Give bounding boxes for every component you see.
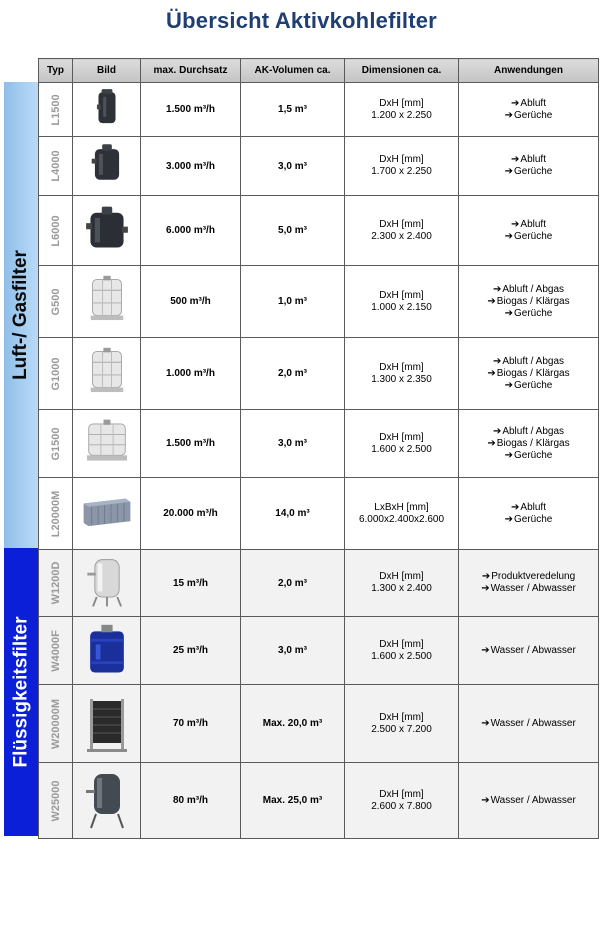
dimensionen-cell [345,763,459,839]
typ-label: L6000 [49,214,62,247]
application-text: Gerüche [514,166,553,177]
arrow-right-icon: ➔ [487,367,496,379]
application-item [459,166,598,178]
application-text: Abluft [520,218,546,230]
arrow-right-icon: ➔ [511,154,520,165]
dimension-value: 1.300 x 2.400 [371,583,432,594]
application-item [459,110,598,122]
dimensionen-cell [345,266,459,338]
dimension-value: 1.000 x 2.150 [371,301,432,313]
product-image-cell [73,478,141,550]
anwendungen-cell [459,763,599,839]
typ-label: L4000 [49,150,62,182]
dimension-value: 2.600 x 7.800 [371,800,432,812]
application-item [459,571,598,583]
dimension-value: 1.300 x 2.350 [371,373,432,385]
arrow-right-icon: ➔ [492,283,502,295]
arrow-right-icon: ➔ [492,425,502,437]
product-image-cell [73,763,141,839]
application-item [459,718,598,730]
anwendungen-cell [459,685,599,763]
ak-volumen-cell: 2,0 m³ [241,338,345,410]
application-text: Gerüche [514,379,553,391]
application-item [459,296,598,308]
application-item [459,795,598,807]
dimension-value: 1.600 x 2.500 [371,650,432,662]
dimension-value: 1.700 x 2.250 [371,166,432,177]
application-text: Wasser / Abwasser [490,644,576,656]
typ-label: W20000M [49,698,62,749]
liquid-filter-band [4,548,38,836]
application-item [459,502,598,514]
max-durchsatz-cell: 70 m³/h [141,685,241,763]
table-row [39,83,599,137]
arrow-right-icon: ➔ [481,794,490,806]
max-durchsatz-cell: 15 m³/h [141,550,241,617]
application-text: Gerüche [514,513,553,525]
arrow-right-icon: ➔ [504,230,514,242]
product-image-cell [73,410,141,478]
ak-volumen-cell: 2,0 m³ [241,550,345,617]
typ-cell [39,478,73,550]
application-item [459,450,598,462]
dimension-label: DxH [mm] [379,571,424,582]
arrow-right-icon: ➔ [481,583,490,594]
max-durchsatz-cell: 25 m³/h [141,617,241,685]
application-item [459,438,598,450]
application-text: Wasser / Abwasser [490,717,576,729]
ak-volumen-cell: Max. 25,0 m³ [241,763,345,839]
header-bild: Bild [73,59,141,83]
application-item [459,380,598,392]
gas-filter-label: Luft-/ Gasfilter [10,250,31,380]
typ-cell [39,763,73,839]
application-text: Biogas / Klärgas [496,295,570,307]
application-text: Wasser / Abwasser [490,794,576,806]
application-text: Gerüche [514,307,553,319]
application-text: Abluft [520,97,546,109]
dimensionen-cell [345,550,459,617]
dimension-value: 6.000x2.400x2.600 [358,513,445,525]
product-image-cell [73,196,141,266]
anwendungen-cell [459,196,599,266]
typ-cell [39,338,73,410]
anwendungen-cell [459,338,599,410]
table-row [39,338,599,410]
dimension-value: 1.600 x 2.500 [371,443,432,455]
application-item [459,284,598,296]
typ-label: G500 [49,288,62,315]
product-image-cell [73,83,141,137]
arrow-right-icon: ➔ [487,295,496,307]
liquid-filter-label: Flüssigkeitsfilter [10,616,31,768]
arrow-right-icon: ➔ [481,571,491,582]
header-anwendungen: Anwendungen [459,59,599,83]
header-max-durchsatz: max. Durchsatz [141,59,241,83]
application-item [459,98,598,110]
table-row [39,410,599,478]
product-image [74,554,140,612]
table-row [39,196,599,266]
dimension-label: DxH [mm] [379,218,424,230]
dimensionen-cell [345,478,459,550]
application-item [459,308,598,320]
application-item [459,514,598,526]
arrow-right-icon: ➔ [481,717,490,729]
typ-cell [39,617,73,685]
max-durchsatz-cell: 3.000 m³/h [141,137,241,196]
table-row [39,266,599,338]
typ-cell [39,266,73,338]
arrow-right-icon: ➔ [504,513,514,525]
arrow-right-icon: ➔ [504,109,514,121]
application-text: Produktveredelung [491,571,576,582]
application-text: Gerüche [514,230,553,242]
arrow-right-icon: ➔ [511,97,520,109]
max-durchsatz-cell: 20.000 m³/h [141,478,241,550]
dimension-value: 2.300 x 2.400 [371,230,432,242]
table-row [39,478,599,550]
gas-filter-band [4,82,38,548]
typ-label: W4000F [49,629,62,672]
product-image [74,489,140,539]
typ-cell [39,410,73,478]
application-item [459,645,598,657]
max-durchsatz-cell: 500 m³/h [141,266,241,338]
application-text: Abluft / Abgas [502,283,565,295]
table-row [39,550,599,617]
filter-overview-table [38,58,599,839]
max-durchsatz-cell: 6.000 m³/h [141,196,241,266]
dimension-label: DxH [mm] [379,289,424,301]
dimensionen-cell [345,685,459,763]
anwendungen-cell [459,410,599,478]
table-row [39,685,599,763]
table-row [39,137,599,196]
anwendungen-cell [459,550,599,617]
dimension-label: DxH [mm] [379,361,424,373]
arrow-right-icon: ➔ [504,307,514,319]
anwendungen-cell [459,266,599,338]
ak-volumen-cell: 14,0 m³ [241,478,345,550]
product-image [74,693,140,755]
product-image [74,141,140,191]
product-image-cell [73,550,141,617]
application-text: Abluft / Abgas [502,355,565,367]
dimension-label: DxH [mm] [379,431,424,443]
ak-volumen-cell: 3,0 m³ [241,410,345,478]
dimension-label: DxH [mm] [379,638,424,650]
application-item [459,426,598,438]
page-title: Übersicht Aktivkohlefilter [166,8,437,33]
product-image [74,274,140,330]
application-text: Abluft [520,154,546,165]
arrow-right-icon: ➔ [504,379,514,391]
dimensionen-cell [345,196,459,266]
application-item [459,368,598,380]
typ-cell [39,550,73,617]
ak-volumen-cell: Max. 20,0 m³ [241,685,345,763]
dimensionen-cell [345,338,459,410]
header-ak-volumen: AK-Volumen ca. [241,59,345,83]
application-item [459,356,598,368]
arrow-right-icon: ➔ [511,501,520,513]
application-text: Biogas / Klärgas [496,367,570,379]
ak-volumen-cell: 1,5 m³ [241,83,345,137]
application-item [459,231,598,243]
product-image [74,417,140,471]
dimensionen-cell [345,137,459,196]
application-item [459,154,598,166]
product-image [74,204,140,258]
arrow-right-icon: ➔ [511,218,520,230]
product-image-cell [73,137,141,196]
arrow-right-icon: ➔ [487,437,496,449]
anwendungen-cell [459,83,599,137]
product-image-cell [73,266,141,338]
typ-label: W25000 [49,780,62,821]
dimension-value: 2.500 x 7.200 [371,723,432,735]
ak-volumen-cell: 1,0 m³ [241,266,345,338]
application-text: Gerüche [514,449,553,461]
header-dimensionen: Dimensionen ca. [345,59,459,83]
arrow-right-icon: ➔ [481,644,490,656]
header-typ: Typ [39,59,73,83]
product-image [74,622,140,680]
max-durchsatz-cell: 1.000 m³/h [141,338,241,410]
application-item [459,583,598,595]
typ-label: L1500 [49,93,62,126]
dimension-value: 1.200 x 2.250 [371,109,432,121]
typ-label: G1500 [49,426,62,461]
typ-label: L20000M [49,490,62,537]
anwendungen-cell [459,478,599,550]
product-image [74,86,140,134]
application-item [459,219,598,231]
dimensionen-cell [345,83,459,137]
max-durchsatz-cell: 1.500 m³/h [141,83,241,137]
typ-cell [39,83,73,137]
dimension-label: DxH [mm] [379,711,424,723]
max-durchsatz-cell: 80 m³/h [141,763,241,839]
application-text: Gerüche [514,109,553,121]
typ-label: G1000 [49,356,62,391]
ak-volumen-cell: 3,0 m³ [241,137,345,196]
application-text: Abluft / Abgas [502,425,565,437]
typ-cell [39,196,73,266]
dimensionen-cell [345,410,459,478]
product-image-cell [73,617,141,685]
arrow-right-icon: ➔ [492,355,502,367]
anwendungen-cell [459,617,599,685]
ak-volumen-cell: 5,0 m³ [241,196,345,266]
typ-cell [39,685,73,763]
dimension-label: DxH [mm] [379,97,424,109]
dimension-label: LxBxH [mm] [374,501,429,513]
max-durchsatz-cell: 1.500 m³/h [141,410,241,478]
table-row [39,617,599,685]
anwendungen-cell [459,137,599,196]
table-row [39,763,599,839]
application-text: Abluft [520,501,546,513]
dimension-label: DxH [mm] [379,154,424,165]
typ-label: W1200D [49,561,62,605]
product-image-cell [73,338,141,410]
dimensionen-cell [345,617,459,685]
table-header-row [39,59,599,83]
product-image [74,770,140,832]
arrow-right-icon: ➔ [504,449,514,461]
arrow-right-icon: ➔ [504,166,514,177]
dimension-label: DxH [mm] [379,788,424,800]
ak-volumen-cell: 3,0 m³ [241,617,345,685]
typ-cell [39,137,73,196]
product-image-cell [73,685,141,763]
product-image [74,346,140,402]
application-text: Wasser / Abwasser [490,583,576,594]
application-text: Biogas / Klärgas [496,437,570,449]
